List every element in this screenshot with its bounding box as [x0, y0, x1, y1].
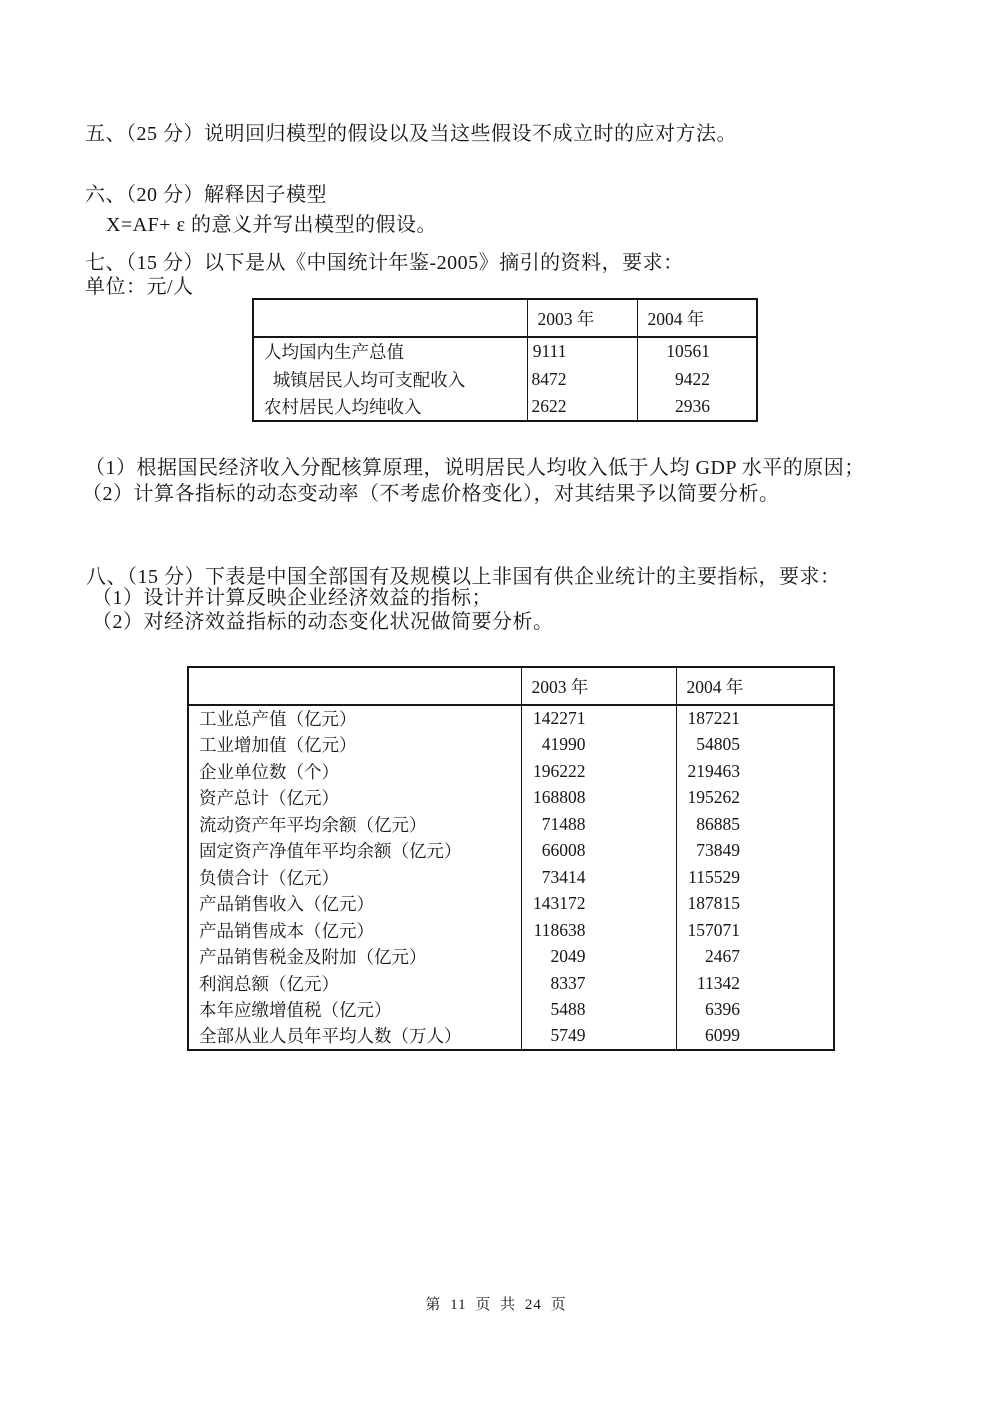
- row-label: 产品销售收入（亿元）: [199, 894, 374, 915]
- value-2003: 5749: [521, 1023, 676, 1050]
- table-row: [188, 811, 834, 838]
- table-row: [188, 758, 834, 785]
- value-2003: 8472: [527, 365, 637, 393]
- question-7-sub2: （2）计算各指标的动态变动率（不考虑价格变化），对其结果予以简要分析。: [82, 483, 780, 505]
- value-2004: 2936: [637, 393, 757, 421]
- enterprise-indicators-table: [187, 666, 835, 1051]
- value-2004: 6099: [676, 1023, 834, 1050]
- question-8-sub2: （2）对经济效益指标的动态变化状况做简要分析。: [92, 611, 554, 633]
- row-label: 企业单位数（个）: [199, 761, 339, 782]
- table-row: [188, 944, 834, 971]
- row-label: 资产总计（亿元）: [199, 788, 339, 809]
- income-table-header-row: [253, 299, 757, 337]
- row-label: 产品销售成本（亿元）: [199, 920, 374, 941]
- value-2003: 2049: [521, 944, 676, 971]
- value-2003: 5488: [521, 997, 676, 1024]
- row-label: 产品销售税金及附加（亿元）: [199, 947, 427, 968]
- table-row: [188, 970, 834, 997]
- value-2003: 71488: [521, 811, 676, 838]
- question-7-unit: 单位：元/人: [85, 276, 194, 298]
- question-7-sub1: （1）根据国民经济收入分配核算原理，说明居民人均收入低于人均 GDP 水平的原因；: [85, 457, 865, 479]
- table-row: [188, 732, 834, 759]
- enterprise-table-header-row: [188, 667, 834, 705]
- row-label: 城镇居民人均可支配收入: [264, 369, 466, 390]
- value-2004: 54805: [676, 732, 834, 759]
- income-table-header-2003: 2003 年: [527, 299, 637, 337]
- value-2004: 187221: [676, 705, 834, 732]
- row-label: 全部从业人员年平均人数（万人）: [199, 1026, 462, 1047]
- value-2004: 6396: [676, 997, 834, 1024]
- value-2004: 219463: [676, 758, 834, 785]
- value-2004: 157071: [676, 917, 834, 944]
- value-2004: 2467: [676, 944, 834, 971]
- row-label: 流动资产年平均余额（亿元）: [199, 814, 427, 835]
- row-label: 工业总产值（亿元）: [199, 709, 357, 730]
- value-2003: 143172: [521, 891, 676, 918]
- row-label: 工业增加值（亿元）: [199, 735, 357, 756]
- question-8: 八、（15 分）下表是中国全部国有及规模以上非国有供企业统计的主要指标，要求：: [86, 566, 841, 588]
- income-table: [252, 298, 758, 422]
- table-row: [253, 393, 757, 421]
- value-2003: 2622: [527, 393, 637, 421]
- value-2004: 187815: [676, 891, 834, 918]
- page-number-footer: 第 11 页 共 24 页: [425, 1297, 567, 1313]
- table-row: [188, 838, 834, 865]
- enterprise-table-header-2003: 2003 年: [521, 667, 676, 705]
- table-row: [188, 997, 834, 1024]
- value-2003: 142271: [521, 705, 676, 732]
- value-2004: 10561: [637, 337, 757, 365]
- table-row: [188, 891, 834, 918]
- value-2003: 118638: [521, 917, 676, 944]
- value-2004: 9422: [637, 365, 757, 393]
- row-label: 负债合计（亿元）: [199, 867, 339, 888]
- value-2004: 115529: [676, 864, 834, 891]
- income-table-header-empty: [253, 299, 527, 337]
- table-row: [253, 365, 757, 393]
- value-2004: 86885: [676, 811, 834, 838]
- value-2003: 73414: [521, 864, 676, 891]
- question-7: 七、（15 分）以下是从《中国统计年鉴-2005》摘引的资料，要求：: [85, 252, 684, 274]
- question-8-sub1: （1）设计并计算反映企业经济效益的指标；: [92, 587, 492, 609]
- value-2003: 41990: [521, 732, 676, 759]
- table-row: [188, 785, 834, 812]
- row-label: 固定资产净值年平均余额（亿元）: [199, 841, 462, 862]
- value-2003: 168808: [521, 785, 676, 812]
- table-row: [188, 705, 834, 732]
- table-row: [188, 917, 834, 944]
- enterprise-table-header-empty: [188, 667, 521, 705]
- enterprise-table-header-2004: 2004 年: [676, 667, 834, 705]
- question-5: 五、（25 分）说明回归模型的假设以及当这些假设不成立时的应对方法。: [85, 123, 737, 145]
- row-label: 本年应缴增值税（亿元）: [199, 1000, 392, 1021]
- question-6-line1: 六、（20 分）解释因子模型: [85, 184, 327, 206]
- table-row: [188, 1023, 834, 1050]
- row-label: 利润总额（亿元）: [199, 973, 339, 994]
- value-2003: 9111: [527, 337, 637, 365]
- table-row: [188, 864, 834, 891]
- value-2004: 11342: [676, 970, 834, 997]
- value-2003: 196222: [521, 758, 676, 785]
- table-row: [253, 337, 757, 365]
- value-2004: 195262: [676, 785, 834, 812]
- income-table-header-2004: 2004 年: [637, 299, 757, 337]
- value-2004: 73849: [676, 838, 834, 865]
- row-label: 人均国内生产总值: [264, 342, 404, 362]
- value-2003: 66008: [521, 838, 676, 865]
- row-label: 农村居民人均纯收入: [264, 397, 422, 417]
- question-6-formula: X=AF+ ε 的意义并写出模型的假设。: [106, 214, 437, 236]
- value-2003: 8337: [521, 970, 676, 997]
